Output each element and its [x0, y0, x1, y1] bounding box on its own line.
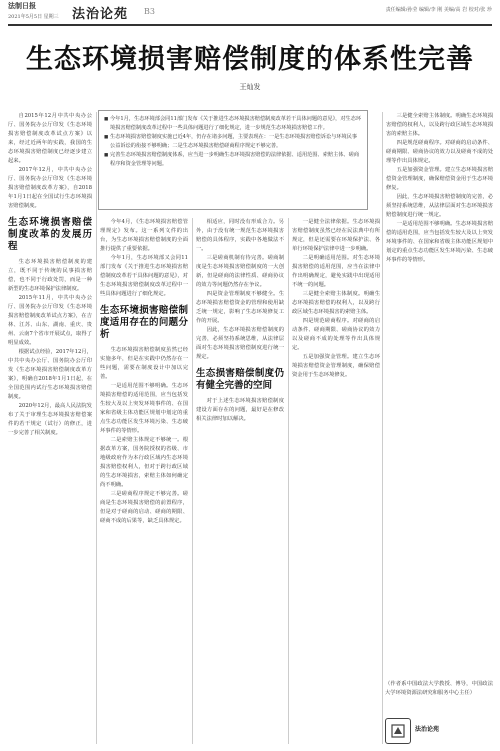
paragraph: 三是健全索赔主体制度。明确生态环境损害赔偿的权利人，以及跨行政区域生态环境损害的索赔主体。 [292, 291, 380, 315]
paragraph: 二是明确适用范围。对生态环境损害赔偿的适用范围，应当在法律中作出明确规定，避免实践中出现适用不统一的问题。 [292, 255, 380, 288]
paragraph: 三是磋商机制有待完善。磋商制度是生态环境损害赔偿制度的一大创新，但是磋商的法律性质、磋商协议的效力等问题仍然存在争议。 [196, 255, 284, 288]
column-3 [196, 218, 284, 744]
paragraph: 五是加强资金管理。建立生态环境损害赔偿资金管理制度，确保赔偿资金用于生态环境修复。 [386, 167, 493, 191]
column-divider [382, 112, 383, 744]
column-divider [96, 112, 97, 744]
page-header [8, 2, 492, 26]
paragraph: 根据试点经验，2017年12月，中共中央办公厅、国务院办公厅印发《生态环境损害赔偿制度改革方案》，明确自2018年1月1日起，在全国范围内试行生态环境损害赔偿制度。 [8, 349, 92, 400]
paragraph: 一是适用范围不够明确。生态环境损害赔偿的适用范围，应当包括发生较大及以上突发环境事件的、在国家和省级主体功能区规划中划定的重点生态功能区发生环境污染、生态破坏事件的等情形。 [100, 383, 188, 434]
paragraph: 2020年12月，最高人民法院发布了关于审理生态环境损害赔偿案件的若干规定（试行）的修正，进一步完善了相关制度。 [8, 403, 92, 436]
column-divider [288, 218, 289, 744]
column-4 [292, 218, 380, 744]
paragraph: 二是索赔主体规定不够统一。根据改革方案，国务院授权的省级、市地级政府作为本行政区域内生态环境损害赔偿权利人，但对于跨行政区域的生态环境损害，索赔主体如何确定尚不明确。 [100, 437, 188, 488]
author-byline: 王灿发 [239, 83, 261, 91]
column-logo-label: 法治论苑 [415, 726, 440, 733]
summary-item: ■ 完善生态环境损害赔偿制度体系，应当进一步明确生态环境损害赔偿的法律依据、适用范围、索赔主体、磋商程序和资金管理等问题。 [104, 151, 362, 169]
summary-item: ■ 今年1月，生态环境部会同11部门发布《关于推进生态环境损害赔偿制度改革若干具体问题的意见》，对生态环境损害赔偿制度改革过程中一些具体问题进行了细化规定，进一步规范生态环境损害赔偿工作。 [104, 115, 362, 133]
paragraph: 四是规范磋商程序。对磋商的启动条件、磋商期限、磋商协议的效力以及磋商不成的处理等作出具体规定。 [386, 140, 493, 164]
section-heading: 生态损害赔偿制度仍有健全完善的空间 [196, 368, 284, 391]
paragraph: 2015年11月，中共中央办公厅、国务院办公厅印发《生态环境损害赔偿制度改革试点方案》，在吉林、江苏、山东、湖南、重庆、贵州、云南7个省市开展试点，取得了明显成效。 [8, 295, 92, 346]
author-affiliation: （作者系中国政法大学教授、博导，中国政法大学环境资源法研究和服务中心主任） [385, 681, 493, 696]
paragraph: 四是规范磋商程序。对磋商的启动条件、磋商期限、磋商协议的效力以及磋商不成的处理等作出具体规定。 [292, 318, 380, 351]
section-heading: 生态环境损害赔偿制度改革的发展历程 [8, 217, 92, 252]
author-note [385, 680, 493, 744]
paragraph: 相适应，同时没有形成合力。另外，由于没有统一规范生态环境损害赔偿的具体程序，实践中各地做法不一。 [196, 219, 284, 252]
article-summary-box [98, 110, 368, 210]
paragraph: 三是健全索赔主体制度。明确生态环境损害赔偿的权利人，以及跨行政区域生态环境损害的索赔主体。 [386, 113, 493, 137]
paragraph: 2017年12月，中共中央办公厅、国务院办公厅印发《生态环境损害赔偿制度改革方案》，自2018年1月1日起在全国试行生态环境损害赔偿制度。 [8, 167, 92, 209]
paragraph: 今年4月，《生态环境损害赔偿管理规定》发布。这一系列文件的出台，为生态环境损害赔偿制度的全面推行提供了重要依据。 [100, 219, 188, 252]
masthead: 法制日报 [8, 1, 36, 10]
page-number: B3 [144, 7, 155, 16]
paragraph: 一是适用范围不够明确。生态环境损害赔偿的适用范围，应当包括发生较大及以上突发环境事件的、在国家和省级主体功能区规划中划定的重点生态功能区发生环境污染、生态破坏事件的等情形。 [386, 221, 493, 263]
column-1 [8, 112, 92, 744]
paragraph: 对于上述生态环境损害赔偿制度建设方面存在的问题，最好是在修改相关法律时加以解决。 [196, 398, 284, 422]
paragraph: 因此，生态环境损害赔偿制度的完善，必须坚持系统思维，从法律层面对生态环境损害赔偿制度进行统一规定。 [386, 194, 493, 218]
paragraph: 四是资金管理制度不够健全。生态环境损害赔偿资金的管理和使用缺乏统一规定，影响了生态环境修复工作的开展。 [196, 291, 284, 324]
column-2 [100, 218, 188, 744]
summary-item: ■ 生态环境损害赔偿制度实施已近4年，仍存在诸多问题，主要表现在：一是生态环境损害赔偿诉讼与环境民事公益诉讼的衔接不够明确；二是生态环境损害赔偿磋商程序规定不够完善。 [104, 133, 362, 151]
issue-date: 2021年5月5日 星期三 [8, 14, 59, 20]
editor-credits: 责任编辑/孙莹 编辑/李 刚 美编/高 岩 校对/张 珍 [385, 7, 492, 13]
column-logo-icon [385, 718, 411, 744]
paragraph: 三是磋商程序规定不够完善。磋商是生态环境损害赔偿的前置程序，但是对于磋商的启动、磋商的期限、磋商不成的后果等，缺乏具体规定。 [100, 491, 188, 524]
paragraph: 五是加强资金管理。建立生态环境损害赔偿资金管理制度，确保赔偿资金用于生态环境修复。 [292, 354, 380, 378]
section-heading: 生态环境损害赔偿制度适用存在的问题分析 [100, 305, 188, 340]
paragraph: 生态环境损害赔偿制度的建立，既不同于传统的民事损害赔偿，也不同于行政处罚，而是一种新型的生态环境保护法律制度。 [8, 259, 92, 292]
paragraph: 生态环境损害赔偿制度虽然已经实施多年，但是在实践中仍然存在一些问题，需要在制度设计中加以完善。 [100, 347, 188, 380]
column-5 [386, 112, 493, 677]
paragraph: 自2015年12月中共中央办公厅、国务院办公厅印发《生态环境损害赔偿制度改革试点方案》以来，经过近两年的实践，我国的生态环境损害赔偿制度已经逐步建立起来。 [8, 113, 92, 164]
article-title: 生态环境损害赔偿制度的体系性完善 [26, 44, 474, 75]
column-divider [192, 218, 193, 744]
paragraph: 因此，生态环境损害赔偿制度的完善，必须坚持系统思维，从法律层面对生态环境损害赔偿制度进行统一规定。 [196, 327, 284, 360]
paragraph: 今年1月，生态环境部又会同11部门发布《关于推进生态环境损害赔偿制度改革若干具体问题的意见》，对生态环境损害赔偿制度改革过程中一些具体问题进行了细化规定。 [100, 255, 188, 297]
paragraph: 一是健全法律依据。生态环境损害赔偿制度虽然已经在民法典中有所规定，但是还需要在环境保护法、各单行环境保护法律中进一步明确。 [292, 219, 380, 252]
section-title: 法治论苑 [72, 7, 129, 22]
